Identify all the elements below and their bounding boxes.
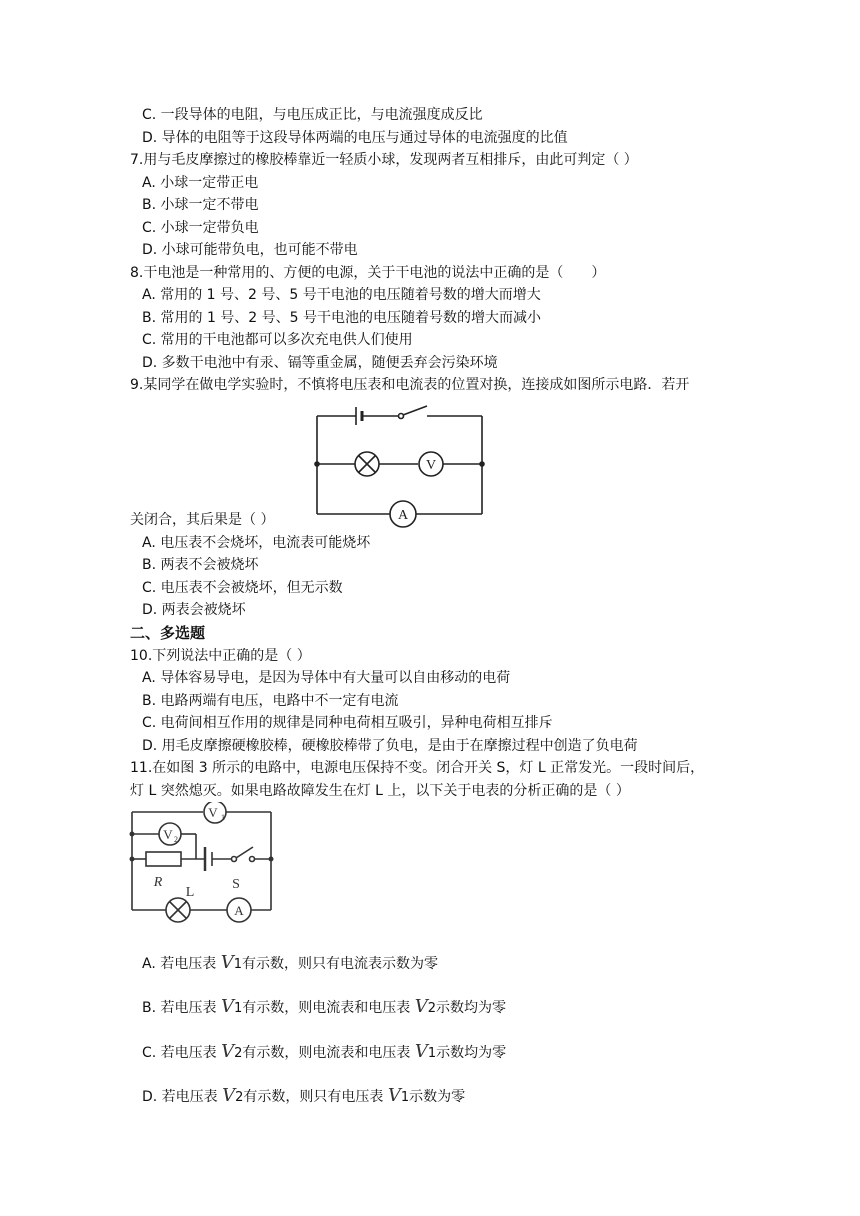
q9-ammeter-label: A [397, 508, 409, 523]
q11-option-a [142, 952, 438, 976]
q7-option-c: C. 小球一定带负电 [142, 220, 259, 236]
q11d-v-sub: 2 [235, 1090, 244, 1105]
q11-v1-sub: 1 [221, 813, 225, 822]
q11-stem-cont: 灯 L 突然熄灭。如果电路故障发生在灯 L 上，以下关于电表的分析正确的是（ ） [130, 783, 630, 799]
q9-stem: 9.某同学在做电学实验时，不慎将电压表和电流表的位置对换，连接成如图所示电路．若开 [130, 377, 690, 393]
q10-option-b: B. 电路两端有电压，电路中不一定有电流 [142, 693, 399, 709]
q10-option-a: A. 导体容易导电，是因为导体中有大量可以自由移动的电荷 [142, 670, 511, 686]
q11-stem: 11.在如图 3 所示的电路中，电源电压保持不变。闭合开关 S，灯 L 正常发光。一段时间后， [130, 760, 705, 776]
q8-option-c: C. 常用的干电池都可以多次充电供人们使用 [142, 332, 413, 348]
q11b-v-symbol: V [220, 996, 234, 1017]
q7-stem: 7.用与毛皮摩擦过的橡胶棒靠近一轻质小球，发现两者互相排斥，由此可判定（ ） [130, 152, 638, 168]
q11-v1-label: V [208, 805, 218, 820]
q7-option-a: A. 小球一定带正电 [142, 175, 259, 191]
q9-circuit-diagram [310, 403, 490, 528]
q11-option-b [142, 996, 506, 1020]
q11d-v2-symbol: V [387, 1085, 401, 1106]
q11d-post: 示数为零 [409, 1089, 466, 1105]
q9-option-d: D. 两表会被烧坏 [142, 602, 246, 618]
q11b-v-sub: 1 [233, 1001, 243, 1016]
q11c-pre: C. 若电压表 [142, 1045, 222, 1061]
q6-option-c: C. 一段导体的电阻，与电压成正比，与电流强度成反比 [142, 107, 483, 123]
q11-r-label: R [153, 875, 163, 890]
q11-a-label: A [234, 903, 244, 918]
q9-stem-cont: 关闭合，其后果是（ ） [130, 512, 275, 528]
q11c-v-symbol: V [221, 1041, 235, 1062]
q9-voltmeter-label: V [425, 458, 437, 473]
q11b-post: 示数均为零 [435, 1000, 506, 1016]
q11c-v-sub: 2 [234, 1046, 243, 1061]
q11c-v2-symbol: V [414, 1041, 428, 1062]
q8-stem: 8.干电池是一种常用的、方便的电源，关于干电池的说法中正确的是（ ） [130, 265, 606, 281]
q8-option-d: D. 多数干电池中有汞、镉等重金属，随便丢弃会污染环境 [142, 355, 498, 371]
q11b-mid: 有示数，则电流表和电压表 [242, 1000, 415, 1016]
q11c-v2-sub: 1 [427, 1046, 437, 1061]
q11c-post: 示数均为零 [436, 1045, 507, 1061]
q11b-pre: B. 若电压表 [142, 1000, 221, 1016]
q9-option-b: B. 两表不会被烧坏 [142, 557, 259, 573]
q10-stem: 10.下列说法中正确的是（ ） [130, 648, 311, 664]
q11a-mid: 有示数，则只有电流表示数为零 [241, 956, 438, 972]
q11b-v2-symbol: V [414, 996, 428, 1017]
q11a-v-symbol: V [220, 952, 234, 973]
q11-circuit-diagram [128, 802, 278, 932]
q7-option-d: D. 小球可能带负电，也可能不带电 [142, 242, 358, 258]
q11d-pre: D. 若电压表 [142, 1089, 223, 1105]
q11-v2-label: V [163, 827, 173, 842]
q11-option-c [142, 1041, 506, 1065]
q11d-mid: 有示数，则只有电压表 [243, 1089, 388, 1105]
q11d-v2-sub: 1 [400, 1090, 410, 1105]
q8-option-a: A. 常用的 1 号、2 号、5 号干电池的电压随着号数的增大而增大 [142, 287, 541, 303]
q6-option-d: D. 导体的电阻等于这段导体两端的电压与通过导体的电流强度的比值 [142, 130, 568, 146]
q9-option-c: C. 电压表不会被烧坏，但无示数 [142, 580, 343, 596]
q11a-v-sub: 1 [233, 957, 242, 972]
q11-option-d [142, 1085, 465, 1109]
q11c-mid: 有示数，则电流表和电压表 [242, 1045, 415, 1061]
q11-s-label: S [232, 877, 240, 892]
q10-option-d: D. 用毛皮摩擦硬橡胶棒，硬橡胶棒带了负电，是由于在摩擦过程中创造了负电荷 [142, 738, 638, 754]
q9-option-a: A. 电压表不会烧坏，电流表可能烧坏 [142, 535, 371, 551]
q8-option-b: B. 常用的 1 号、2 号、5 号干电池的电压随着号数的增大而减小 [142, 310, 542, 326]
q7-option-b: B. 小球一定不带电 [142, 197, 259, 213]
q10-option-c: C. 电荷间相互作用的规律是同种电荷相互吸引，异种电荷相互排斥 [142, 715, 553, 731]
q11d-v-symbol: V [222, 1085, 236, 1106]
q11-v2-sub: 2 [174, 835, 178, 844]
q11b-v2-sub: 2 [427, 1001, 436, 1016]
q11a-pre: A. 若电压表 [142, 956, 221, 972]
section-2-heading: 二、多选题 [130, 624, 206, 642]
q11-l-label: L [185, 885, 195, 900]
